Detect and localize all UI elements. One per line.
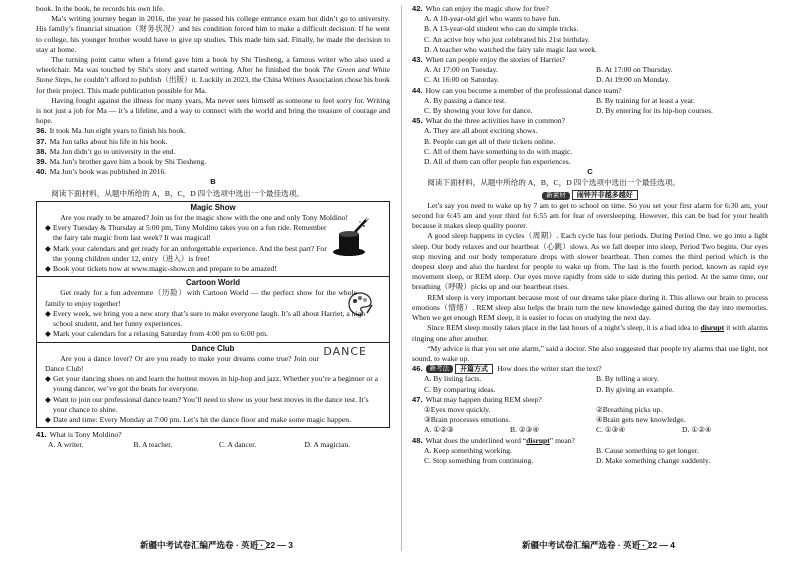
statement-item: ①Eyes move quickly. <box>424 404 491 414</box>
question-number: 36. <box>36 126 47 136</box>
passage-c-paragraph: Since REM sleep mostly takes place in the last hours of a night’s sleep, it is a bad idea to disrupt it with alarms ringing one after another. <box>412 323 768 343</box>
diamond-bullet-icon: ◆ <box>45 243 51 253</box>
question-number: 44. <box>412 85 423 95</box>
question-45 <box>412 116 768 167</box>
ad-bullet: ◆ Every Tuesday & Thursday at 5:00 pm, Tony Moldino takes you on a fun ride. Remember the fairy tale magic from last week? It was magical! <box>45 223 327 243</box>
seal-icon <box>252 540 268 550</box>
footer-text: 新疆中考试卷汇编严选卷 · 英语 · 22 — 4 <box>522 540 676 550</box>
topic-tag-row <box>412 190 768 200</box>
section-b-instruction: 阅读下面材料，从题中所给的 A，B，C，D 四个选项中选出一个最佳选项。 <box>51 188 304 198</box>
option-c[interactable]: C. ①③④ <box>596 425 626 435</box>
book-title: The Green and White Stone Steps <box>36 65 391 85</box>
option-c[interactable]: C. An active boy who just celebrated his 21st birthday. <box>424 34 590 44</box>
option-b[interactable]: B. Cause something to get longer. <box>596 445 699 455</box>
ad-magic-show <box>37 202 389 277</box>
option-d[interactable]: D. By entering for its hip-hop courses. <box>596 106 713 116</box>
ad-bullet: ◆ Date and time: Every Monday at 7:00 pm. Let’s hit the dance floor and make some magic happen. <box>45 414 351 424</box>
page-footer-right <box>522 540 675 550</box>
option-d[interactable]: D. At 19:00 on Monday. <box>596 75 670 85</box>
page-footer-left <box>140 540 293 550</box>
passage-a-paragraph: Ma’s writing journey began in 2016, the year he passed his college entrance exam but didn’t go to university. His family’s financial situation（财务状况）and his condition forced him to make a difficult decision: If he went to college, his younger brother would have to give up studies. This made him sad. Finally, he made the decision to stay at home. <box>36 14 390 54</box>
ad-intro: Are you ready to be amazed? Join us for the magic show with the one and only Tony Moldino! <box>60 213 349 223</box>
question-48 <box>412 436 768 467</box>
dance-logo: DANCE <box>323 344 367 358</box>
passage-a-paragraph: Having fought against the illness for many years, Ma never sees himself as someone to feel sorry for. Writing is not just a job for Ma — it’s a lifeline, and a way to connect with the world and bring the treasure of courage and hope. <box>36 95 390 126</box>
ad-title: Dance Club <box>191 343 235 353</box>
statement-list <box>36 126 390 177</box>
option-c[interactable]: C. All of them have something to do with magic. <box>424 146 573 156</box>
statement-item: ④Brain gets new knowledge. <box>596 415 686 425</box>
question-text: How can you become a member of the professional dance team? <box>425 85 622 95</box>
statement-text: It took Ma Jun eight years to finish his book. <box>49 126 186 136</box>
option-b[interactable]: B. People can get all of their tickets online. <box>424 136 556 146</box>
question-46 <box>412 364 768 395</box>
question-number: 48. <box>412 435 423 445</box>
passage-c-paragraph: REM sleep is very important because most of our dreams take place during it. This allows our brain to process emotions（情绪）. REM sleep also helps the brain turn the new knowledge gained during the day into memories. When we get enough REM sleep, it is easier to focus on studying the next day. <box>412 292 768 323</box>
question-number: 43. <box>412 55 423 65</box>
question-text: What does the underlined word “disrupt” mean? <box>425 435 575 445</box>
ad-bullet: ◆ Want to join our professional dance team? You’ll need to show us your best moves in the dance test. It’s your chance to shine. <box>45 394 369 414</box>
seal-icon <box>634 540 650 550</box>
option-b[interactable]: B. A 13-year-old student who can do simple tricks. <box>424 24 579 34</box>
question-43 <box>412 55 768 86</box>
underlined-word: disrupt <box>700 323 725 333</box>
diamond-bullet-icon: ◆ <box>45 329 51 339</box>
question-text: What do the three activities have in common? <box>425 116 565 126</box>
question-number: 47. <box>412 394 423 404</box>
ad-cartoon-world <box>37 277 389 342</box>
question-number: 40. <box>36 167 47 177</box>
underlined-word: disrupt <box>526 435 550 445</box>
question-type-label: 开篇方式 <box>455 364 493 374</box>
question-number: 42. <box>412 4 423 13</box>
question-44 <box>412 86 768 117</box>
new-method-tag: 新考法 <box>426 365 454 373</box>
ad-bullet: ◆ Mark your calendars for a relaxing Saturday from 4:00 pm to 6:00 pm. <box>45 329 268 339</box>
diamond-bullet-icon: ◆ <box>45 394 51 404</box>
option-a[interactable]: A. A 10-year-old girl who wants to have fun. <box>424 14 561 24</box>
diamond-bullet-icon: ◆ <box>45 223 51 233</box>
statement-text: Ma Jun talks about his life in his book. <box>49 136 168 146</box>
passage-c-paragraph: A good sleep happens in cycles（周期）. Each cycle has four periods. During Period One, we go into a light sleep. Our body relaxes and our heartbeat（心跳）slows. As we fall deeper into sleep, Period Two begins. Our eyes stop moving and our body temperature drops with slower heartbeat. Then comes the third period which is the deepest sleep and also the hardest for people to wake up from. The last is the fourth period, known as rapid eye movement sleep, or REM sleep. Our eyes move rapidly from side to side during this period. At the same time, our breathing（呼吸）picks up and our heartbeat rises. <box>412 231 768 292</box>
option-c[interactable]: C. A dancer. <box>219 440 257 450</box>
ad-title: Magic Show <box>190 202 236 212</box>
option-a[interactable]: A. By passing a dance test. <box>424 95 507 105</box>
statement-text: Ma Jun’s book was published in 2016. <box>49 167 167 177</box>
section-b-heading: B <box>210 177 216 187</box>
diamond-bullet-icon: ◆ <box>45 414 51 424</box>
magic-hat-icon <box>331 216 371 258</box>
statement-item <box>36 157 390 167</box>
passage-a-line: book. In the book, he records his own life. <box>36 4 165 13</box>
option-c[interactable]: C. Stop something from continuing. <box>424 455 534 465</box>
option-c[interactable]: C. By showing your love for dance. <box>424 106 533 116</box>
option-b[interactable]: B. By telling a story. <box>596 374 659 384</box>
statement-item <box>36 147 390 157</box>
option-d[interactable]: D. By giving an example. <box>596 384 675 394</box>
question-number: 37. <box>36 136 47 146</box>
passage-c-paragraph: “My advice is that you set one alarm,” said a doctor. She also suggested that people try alarms that use light, not sound, to wake up. <box>412 343 768 363</box>
ad-intro: Get ready for a fun adventure（历险）with Cartoon World — the perfect show for the whole family to enjoy together! <box>45 288 357 308</box>
question-text: What is Tony Moldino? <box>49 430 122 440</box>
question-text: When can people enjoy the stories of Harriet? <box>425 55 565 65</box>
diamond-bullet-icon: ◆ <box>45 308 51 318</box>
question-42 <box>412 4 768 55</box>
question-47 <box>412 395 768 436</box>
right-column <box>412 4 768 466</box>
option-c[interactable]: C. At 16:00 on Saturday. <box>424 75 500 85</box>
statement-item <box>36 126 390 136</box>
option-b[interactable]: B. At 17:00 on Thursday. <box>596 65 673 75</box>
question-number: 39. <box>36 157 47 167</box>
option-d[interactable]: D. A magician. <box>304 440 351 450</box>
option-a[interactable]: A. By listing facts. <box>424 374 482 384</box>
left-column <box>36 4 390 451</box>
statement-item: ②Breathing picks up. <box>596 404 663 414</box>
statement-item: ③Brain processes emotions. <box>424 415 511 425</box>
option-a[interactable]: A. Keep something working. <box>424 445 512 455</box>
paint-palette-icon <box>347 291 373 317</box>
passage-c-paragraph: Let’s say you need to wake up by 7 am to get to school on time. So you set your first alarm for 6:30 am, your second for 6:45 am and your third for 6:55 am for fear of oversleeping. However, this can be bad for your health because it makes sleep quality poorer. <box>412 200 768 231</box>
question-number: 46. <box>412 364 423 374</box>
new-material-tag: 新素材 <box>542 192 570 200</box>
question-number: 45. <box>412 116 423 126</box>
option-b[interactable]: B. By training for at least a year. <box>596 95 695 105</box>
section-c-heading: C <box>587 167 593 177</box>
ad-bullet: ◆ Book your tickets now at www.magic-show.cn and prepare to be amazed! <box>45 264 277 274</box>
ads-box <box>36 201 390 428</box>
option-d[interactable]: D. A teacher who watched the fairy tale magic last week. <box>424 44 597 54</box>
option-a[interactable]: A. They are all about exciting shows. <box>424 126 538 136</box>
diamond-bullet-icon: ◆ <box>45 264 51 274</box>
option-a[interactable]: A. At 17:00 on Tuesday. <box>424 65 498 75</box>
option-a[interactable]: A. A writer. <box>48 440 84 450</box>
statement-item <box>36 137 390 147</box>
ad-intro: Are you a dance lover? Or are you ready to make your dreams come true? Join our Dance Club! <box>45 353 319 373</box>
question-text: How does the writer start the text? <box>497 364 602 374</box>
option-d[interactable]: D. ①②④ <box>682 425 712 435</box>
question-text: Who can enjoy the magic show for free? <box>425 4 549 13</box>
question-text: What may happen during REM sleep? <box>425 394 542 404</box>
ad-bullet: ◆ Get your dancing shoes on and learn the hottest moves in hip-hop and jazz. Whether you’re a beginner or a young dancer, we’ve got the beats for everyone. <box>45 374 379 394</box>
option-a[interactable]: A. ①②③ <box>424 425 454 435</box>
topic-label: 闹钟并非越多越好 <box>572 190 638 200</box>
option-b[interactable]: B. ②③④ <box>510 425 540 435</box>
option-c[interactable]: C. By comparing ideas. <box>424 384 496 394</box>
ad-bullet: ◆ Mark your calendars and get ready for an unforgettable experience. And the best part? For the young children under 12, entry（进入）is free! <box>45 243 327 263</box>
question-41 <box>36 430 390 450</box>
diamond-bullet-icon: ◆ <box>45 374 51 384</box>
footer-text: 新疆中考试卷汇编严选卷 · 英语 · 22 — 3 <box>140 540 294 550</box>
column-divider <box>401 6 402 551</box>
option-d[interactable]: D. Make something change suddenly. <box>596 455 711 465</box>
option-d[interactable]: D. All of them can offer people fun experiences. <box>424 157 571 167</box>
section-c-instruction: 阅读下面材料，从题中所给的 A，B，C，D 四个选项中选出一个最佳选项。 <box>427 178 680 188</box>
question-number: 38. <box>36 146 47 156</box>
statement-item <box>36 167 390 177</box>
statement-text: Ma Jun didn’t go to university in the end. <box>49 146 176 156</box>
option-b[interactable]: B. A teacher. <box>133 440 173 450</box>
ad-bullet: ◆ Every week, we bring you a new story that’s sure to make everyone laugh. It’s all about Harriet, a high school student, and her funny experiences. <box>45 308 366 329</box>
question-number: 41. <box>36 430 47 440</box>
ad-title: Cartoon World <box>186 278 240 288</box>
statement-text: Ma Jun’s brother gave him a book by Shi Tiesheng. <box>49 157 207 167</box>
passage-a-paragraph: The turning point came when a friend gave him a book by Shi Tiesheng, a famous writer who also used a wheelchair. Ma was touched by Shi’s story and started writing. After he finished the book The Green and White Stone Steps, he couldn’t afford to publish（出版）it. Luckily in 2023, the China Writers Association chose his book for their project. This made publication possible for Ma. <box>36 55 391 95</box>
ad-dance-club <box>37 343 389 428</box>
